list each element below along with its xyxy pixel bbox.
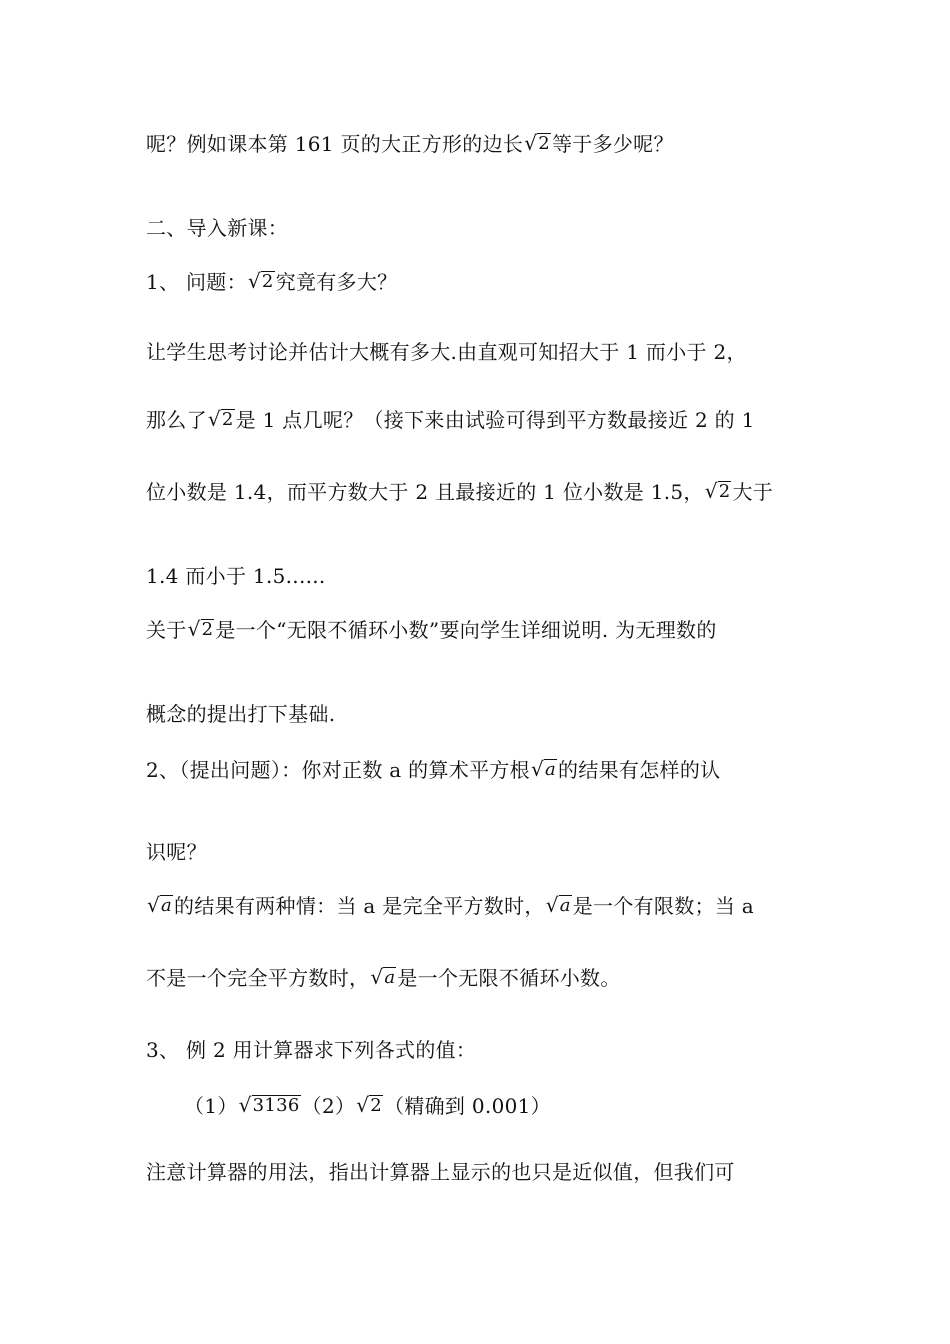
item-2-question: 2、（提出问题）：你对正数 a 的算术平方根√ a 的结果有怎样的认 bbox=[146, 756, 720, 784]
sqrt-2: √ 2 bbox=[356, 1095, 383, 1117]
sqrt-a: √ a bbox=[370, 967, 396, 989]
text-line-4: 让学生思考讨论并估计大概有多大.由直观可知招大于 1 而小于 2， bbox=[146, 340, 747, 364]
item-1-question: 1、 问题：√ 2 究竟有多大？ bbox=[146, 268, 397, 296]
sqrt-a: √ a bbox=[147, 895, 173, 917]
text-line-5: 那么了√ 2 是 1 点几呢？（接下来由试验可得到平方数最接近 2 的 1 bbox=[146, 406, 755, 434]
sqrt-a: √ a bbox=[546, 895, 572, 917]
text-line-9: 概念的提出打下基础. bbox=[146, 702, 336, 726]
text-line-12: √ a 的结果有两种情：当 a 是完全平方数时，√ a 是一个有限数；当 a bbox=[146, 892, 754, 920]
sqrt-2: √ 2 bbox=[208, 409, 235, 431]
sqrt-2: √ 2 bbox=[188, 619, 215, 641]
text-line-1: 呢？例如课本第 161 页的大正方形的边长√ 2 等于多少呢？ bbox=[146, 130, 674, 158]
sqrt-2: √ 2 bbox=[705, 481, 732, 503]
text-line-6: 位小数是 1.4，而平方数大于 2 且最接近的 1 位小数是 1.5，√ 2 大于 bbox=[146, 478, 773, 506]
example-expressions: （1）√ 3136 （2）√ 2 （精确到 0.001） bbox=[184, 1092, 551, 1120]
item-3-example: 3、 例 2 用计算器求下列各式的值： bbox=[146, 1038, 477, 1062]
text-line-8: 关于√ 2 是一个“无限不循环小数”要向学生详细说明. 为无理数的 bbox=[146, 616, 717, 644]
text-line-13: 不是一个完全平方数时，√ a 是一个无限不循环小数。 bbox=[146, 964, 621, 992]
section-heading: 二、导入新课： bbox=[146, 216, 289, 240]
text-line-7: 1.4 而小于 1.5...... bbox=[146, 564, 326, 588]
text-line-16: 注意计算器的用法，指出计算器上显示的也只是近似值，但我们可 bbox=[146, 1160, 735, 1184]
text-line-11: 识呢？ bbox=[146, 840, 207, 864]
sqrt-3136: √ 3136 bbox=[239, 1095, 301, 1117]
sqrt-a: √ a bbox=[531, 759, 557, 781]
sqrt-2: √ 2 bbox=[524, 133, 551, 155]
sqrt-2: √ 2 bbox=[248, 271, 275, 293]
